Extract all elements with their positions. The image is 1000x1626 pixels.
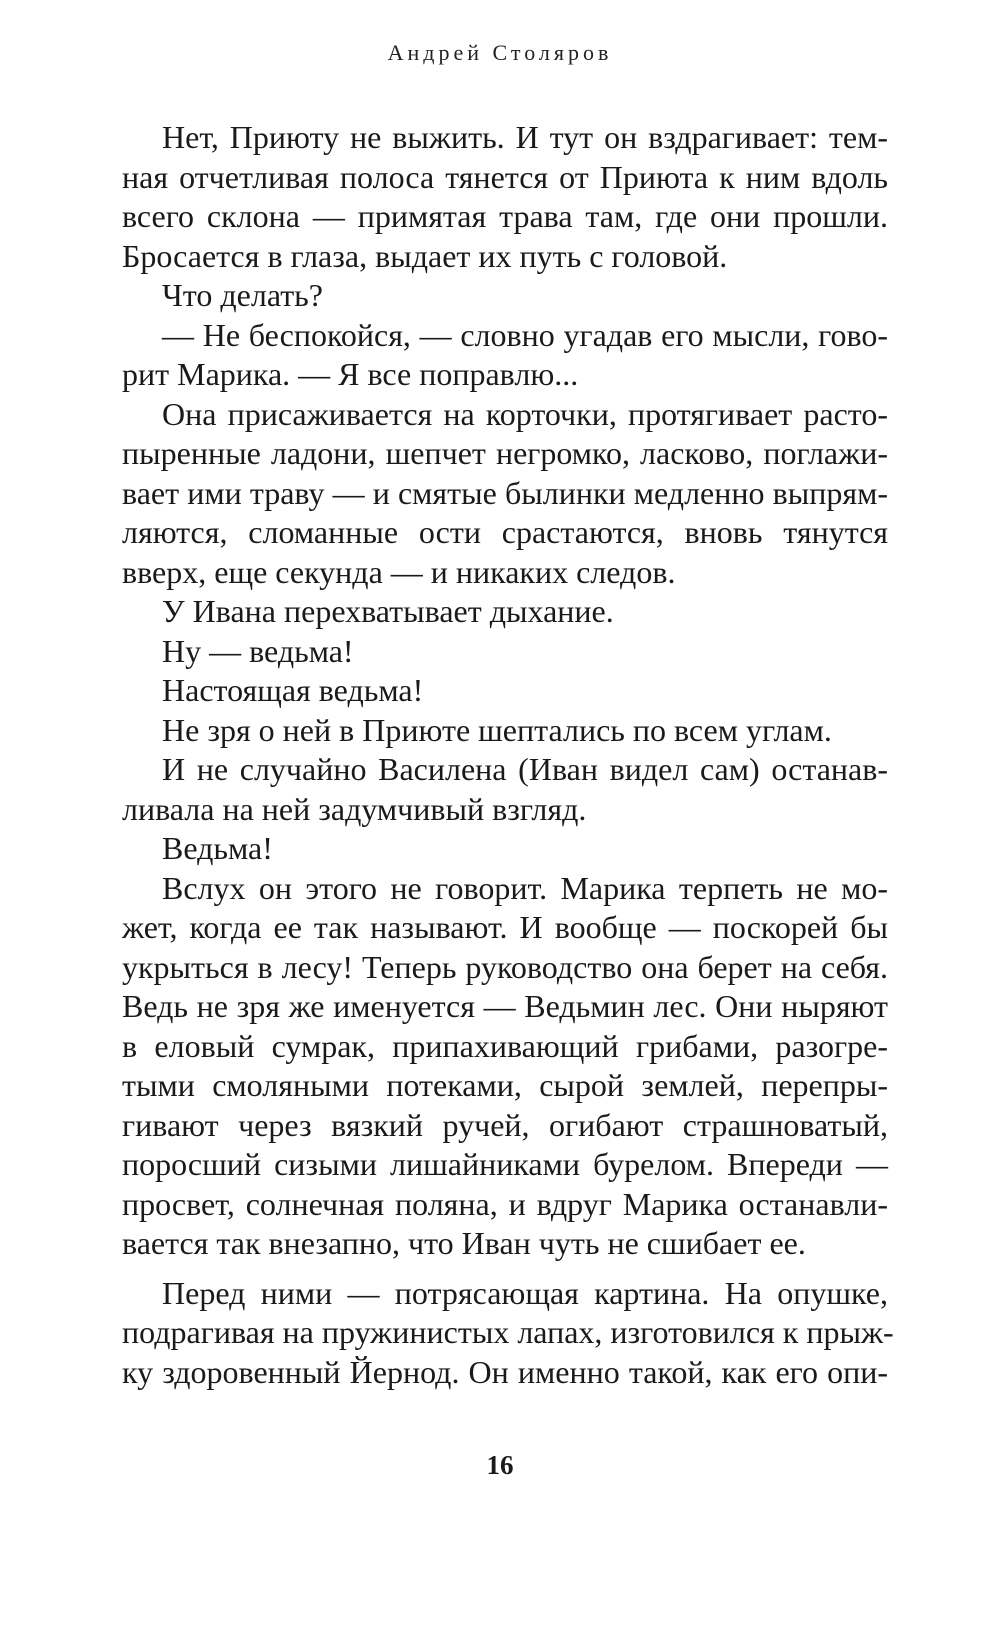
text-line: ляются, сломанные ости срастаются, вновь тянутся — [122, 514, 888, 550]
text-line: Не зря о ней в Приюте шептались по всем углам. — [162, 711, 832, 748]
text-line: Настоящая ведьма! — [162, 672, 424, 708]
paragraph-gap — [122, 1264, 888, 1274]
text-line: У Ивана перехватывает дыхание. — [162, 593, 614, 629]
text-line: Ведь не зря же именуется — Ведьмин лес. Они ныряют — [122, 988, 888, 1024]
text-line: просвет, солнечная поляна, и вдруг Марика останавли- — [122, 1185, 888, 1222]
text-line: Ведьма! — [162, 830, 273, 866]
text-line: Что делать? — [162, 277, 323, 313]
running-head-author: Андрей Столяров — [387, 40, 613, 65]
text-line: Она присаживается на корточки, протягивает расто- — [162, 395, 888, 432]
text-line: укрыться в лесу! Теперь руководство она берет на себя. — [122, 948, 888, 985]
text-line: вверх, еще секунда — и никаких следов. — [122, 553, 676, 590]
text-line: И не случайно Василена (Иван видел сам) останав- — [162, 751, 888, 787]
text-line: пыренные ладони, шепчет негромко, ласково, поглажи- — [122, 435, 888, 471]
page-number: 16 — [486, 1450, 514, 1480]
text-line: ливала на ней задумчивый взгляд. — [122, 790, 587, 827]
text-line: вает ими траву — и смятые былинки медленно выпрям- — [122, 474, 888, 511]
text-line: тыми смоляными потеками, сырой землей, перепры- — [122, 1067, 888, 1103]
text-line: подрагивая на пружинистых лапах, изготовился к прыж- — [122, 1314, 894, 1350]
text-line: рит Марика. — Я все поправлю... — [122, 356, 579, 392]
text-line: в еловый сумрак, припахивающий грибами, разогре- — [122, 1027, 888, 1064]
text-line: — Не беспокойся, — словно угадав его мысли, гово- — [162, 316, 888, 353]
text-line: поросший сизыми лишайниками бурелом. Впереди — — [122, 1146, 888, 1182]
text-line: ная отчетливая полоса тянется от Приюта к ним вдоль — [122, 158, 888, 195]
text-line: жет, когда ее так называют. И вообще — поскорей бы — [122, 909, 888, 945]
text-line: Перед ними — потрясающая картина. На опушке, — [162, 1274, 888, 1311]
text-line: Ну — ведьма! — [162, 632, 354, 669]
text-line: гивают через вязкий ручей, огибают страшноватый, — [122, 1106, 888, 1143]
text-line: Бросается в глаза, выдает их путь с головой. — [122, 237, 728, 274]
text-line: вается так внезапно, что Иван чуть не сшибает ее. — [122, 1225, 806, 1261]
text-line: всего склона — примятая трава там, где они прошли. — [122, 198, 888, 234]
body-text — [122, 118, 894, 1392]
text-line: Вслух он этого не говорит. Марика терпеть не мо- — [162, 869, 888, 906]
text-line: Нет, Приюту не выжить. И тут он вздрагивает: тем- — [162, 119, 888, 155]
text-line: ку здоровенный Йернод. Он именно такой, как его опи- — [122, 1353, 888, 1390]
